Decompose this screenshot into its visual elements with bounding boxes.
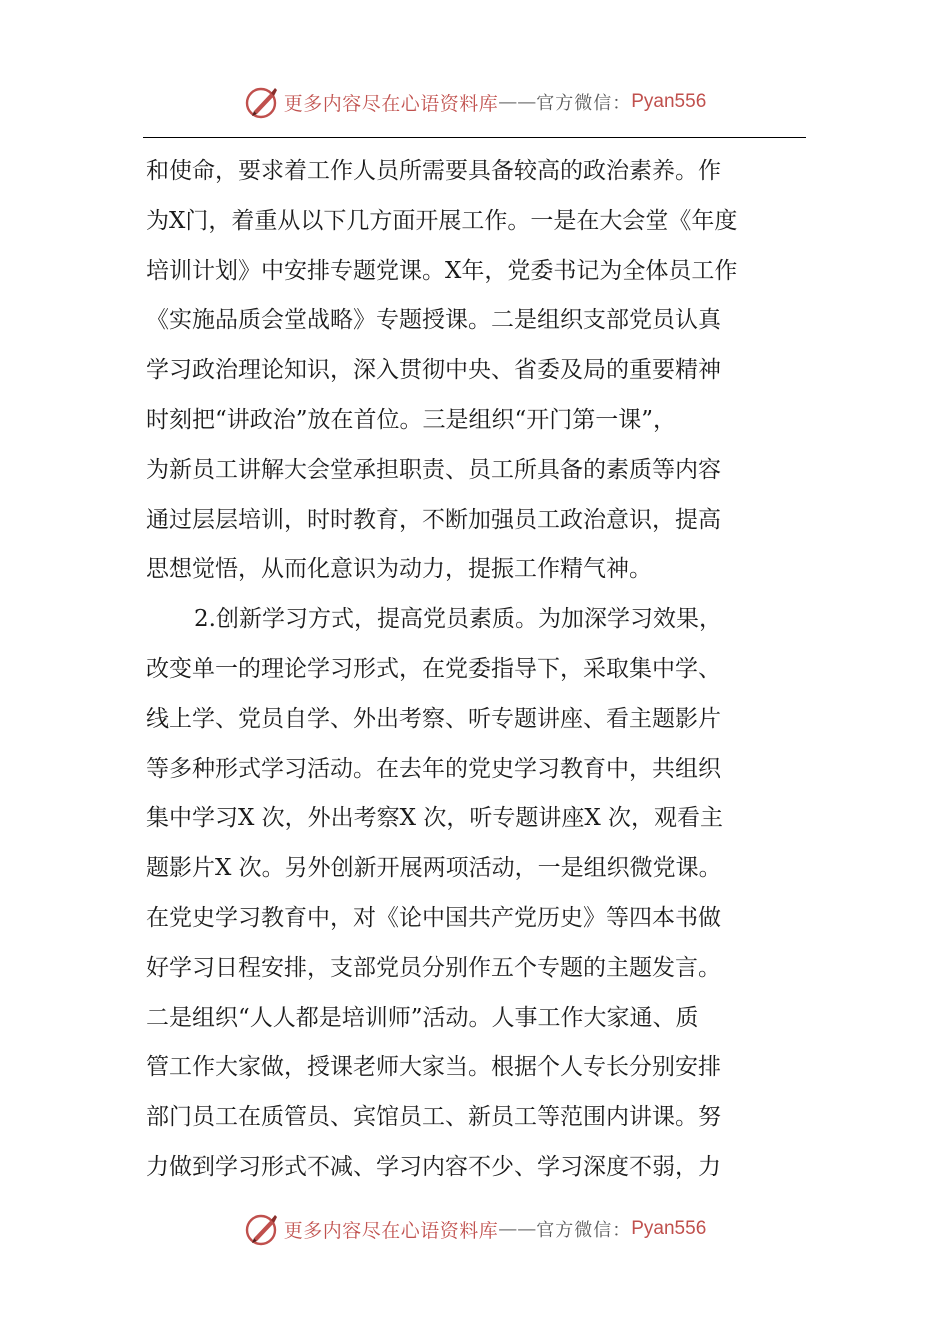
header-dash: —— (498, 91, 537, 113)
text-line: 好学习日程安排，支部党员分别作五个专题的主题发言。 (146, 954, 721, 981)
pen-logo-icon (244, 1211, 280, 1247)
text-line: 《实施品质会堂战略》专题授课。二是组织支部党员认真 (146, 307, 721, 334)
text-line: 线上学、党员自学、外出考察、听专题讲座、看主题影片 (146, 705, 721, 732)
text-line: 力做到学习形式不减、学习内容不少、学习深度不弱，力 (146, 1153, 721, 1180)
text-line: 通过层层培训，时时教育，不断加强员工政治意识，提高 (146, 506, 721, 533)
page-header (0, 82, 950, 122)
text-line: 为X门，着重从以下几方面开展工作。一是在大会堂《年度 (146, 207, 738, 234)
text-line: 部门员工在质管员、宾馆员工、新员工等范围内讲课。努 (146, 1104, 721, 1131)
document-body (146, 147, 808, 1193)
header-wechat-handle: Pyan556 (631, 91, 707, 112)
footer-wechat-handle: Pyan556 (631, 1218, 707, 1239)
text-line: 培训计划》中安排专题党课。X年，党委书记为全体员工作 (146, 257, 738, 284)
footer-dash: —— (498, 1218, 537, 1240)
pen-logo-icon (244, 84, 280, 120)
text-line: 为新员工讲解大会堂承担职责、员工所具备的素质等内容 (146, 456, 721, 483)
header-contact-label: 官方微信： (536, 93, 632, 114)
text-line: 管工作大家做，授课老师大家当。根据个人专长分别安排 (146, 1054, 721, 1081)
text-line: 题影片X 次。另外创新开展两项活动，一是组织微党课。 (146, 855, 722, 882)
text-line: 时刻把“讲政治”放在首位。三是组织“开门第一课”， (146, 406, 677, 433)
text-line: 集中学习X 次，外出考察X 次，听专题讲座X 次，观看主 (146, 805, 724, 832)
page-footer (0, 1209, 950, 1249)
text-line: 改变单一的理论学习形式，在党委指导下，采取集中学、 (146, 655, 721, 682)
footer-brand-text: 更多内容尽在心语资料库 (283, 1219, 499, 1242)
footer-contact-label: 官方微信： (536, 1220, 632, 1241)
text-line: 学习政治理论知识，深入贯彻中央、省委及局的重要精神 (146, 357, 721, 384)
text-line: 等多种形式学习活动。在去年的党史学习教育中，共组织 (146, 755, 721, 782)
text-line: 在党史学习教育中，对《论中国共产党历史》等四本书做 (146, 904, 721, 931)
header-divider (143, 137, 806, 138)
text-line: 思想觉悟，从而化意识为动力，提振工作精气神。 (146, 556, 652, 583)
paragraph-start-line: 2.创新学习方式，提高党员素质。为加深学习效果， (194, 606, 722, 633)
header-brand-text: 更多内容尽在心语资料库 (283, 92, 499, 115)
text-line: 和使命，要求着工作人员所需要具备较高的政治素养。作 (146, 158, 721, 184)
text-line: 二是组织“人人都是培训师”活动。人事工作大家通、质 (146, 1004, 699, 1031)
